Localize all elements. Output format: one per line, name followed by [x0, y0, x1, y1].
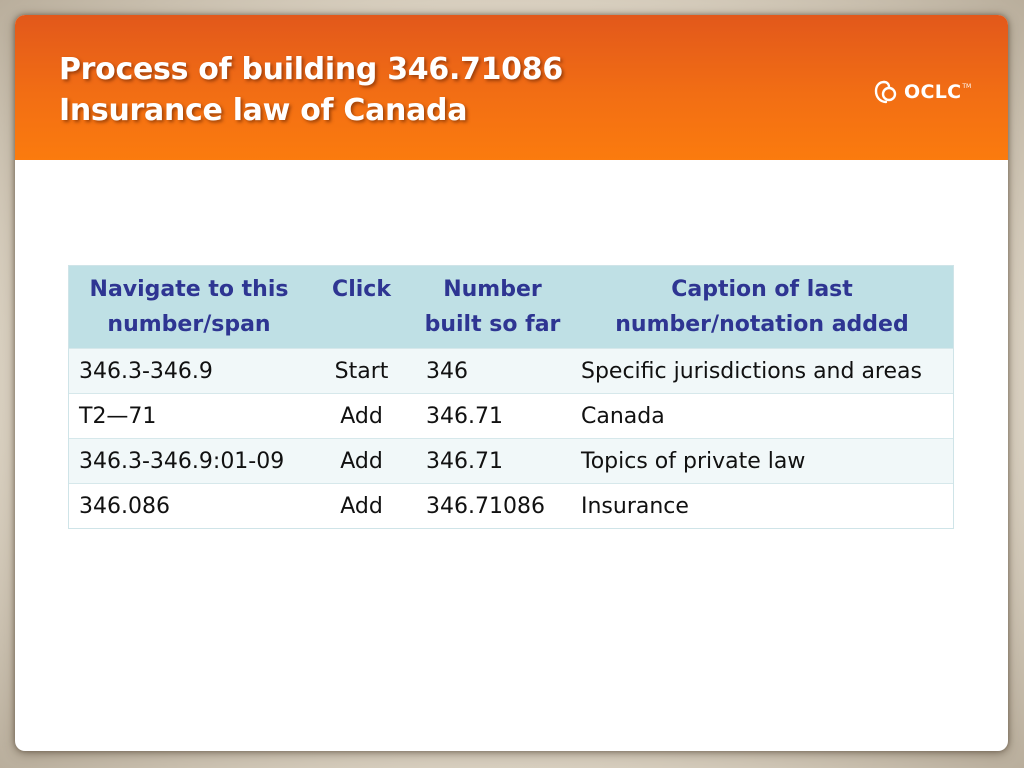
- cell-caption: Topics of private law: [581, 449, 806, 474]
- cell-click: Add: [340, 404, 383, 429]
- logo-text: OCLC: [904, 81, 962, 103]
- cell-caption: Insurance: [581, 494, 689, 519]
- title-line-1: Process of building 346.71086: [59, 52, 563, 87]
- cell-caption: Canada: [581, 404, 665, 429]
- cell-click: Start: [334, 359, 389, 384]
- header-click: Click: [332, 277, 391, 302]
- cell-navigate: 346.3-346.9: [79, 359, 213, 384]
- cell-number: 346.71: [426, 404, 503, 429]
- table-row: [69, 349, 953, 394]
- title-line-2: Insurance law of Canada: [59, 93, 468, 128]
- number-building-table: [68, 265, 954, 529]
- cell-number: 346.71: [426, 449, 503, 474]
- oclc-logo: [872, 75, 971, 109]
- header-navigate: Navigate to this number/span: [89, 277, 289, 337]
- cell-navigate: 346.3-346.9:01-09: [79, 449, 285, 474]
- title-banner: [15, 15, 1008, 160]
- table-header-row: [69, 266, 953, 349]
- header-caption: Caption of last number/notation added: [615, 277, 909, 337]
- cell-navigate: 346.086: [79, 494, 170, 519]
- cell-click: Add: [340, 494, 383, 519]
- logo-trademark: TM: [962, 83, 972, 90]
- header-number-built: Number built so far: [424, 277, 561, 337]
- cell-number: 346.71086: [426, 494, 545, 519]
- table-row: [69, 439, 953, 484]
- cell-number: 346: [426, 359, 468, 384]
- table-row: [69, 394, 953, 439]
- slide: [15, 15, 1008, 751]
- cell-click: Add: [340, 449, 383, 474]
- cell-caption: Specific jurisdictions and areas: [581, 359, 922, 384]
- cell-navigate: T2—71: [79, 404, 157, 429]
- slide-title: [59, 49, 563, 131]
- table-row: [69, 484, 953, 529]
- oclc-logo-icon: [872, 75, 902, 109]
